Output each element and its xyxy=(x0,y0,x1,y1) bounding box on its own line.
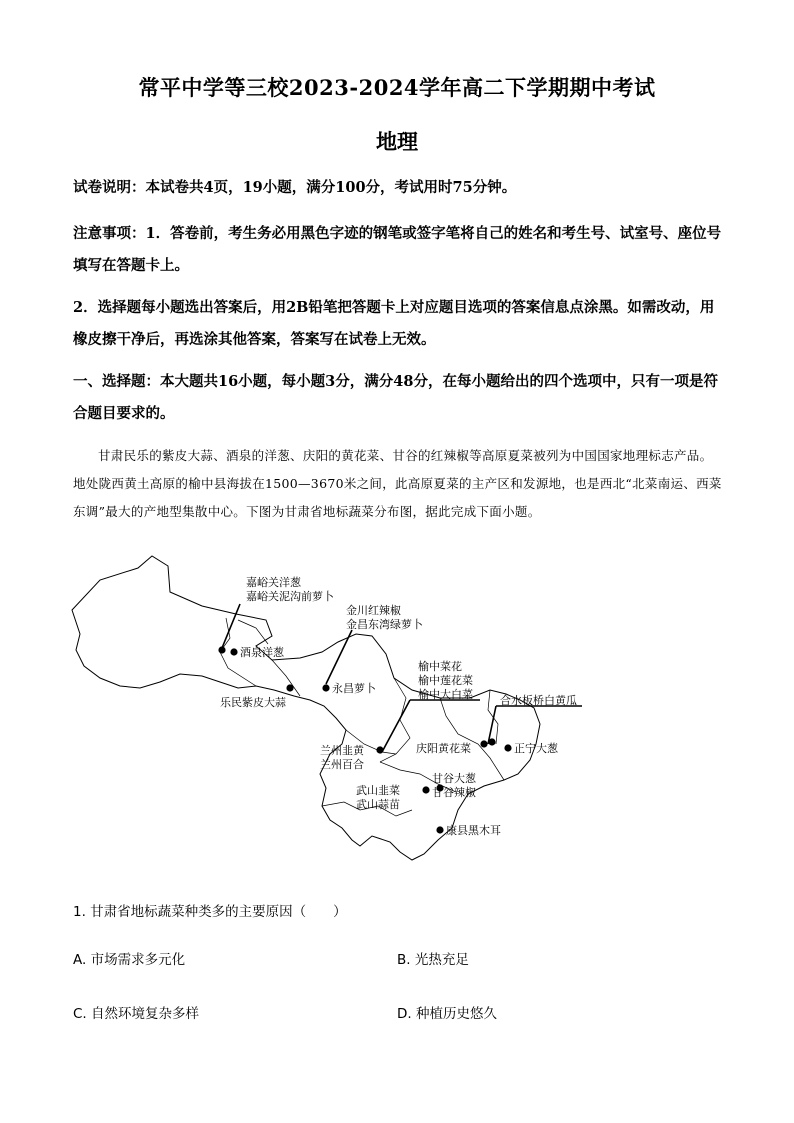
point-yongchang xyxy=(322,684,329,691)
note-1: 注意事项：1．答卷前，考生务必用黑色字迹的钢笔或签字笔将自己的姓名和考生号、试室号、座位号填写在答题卡上。 xyxy=(73,225,722,274)
label-jinchang-radish: 金昌东湾绿萝卜 xyxy=(346,618,423,631)
label-jinchuan-pepper: 金川红辣椒 xyxy=(346,604,401,617)
label-jiayuguan-onion: 嘉峪关洋葱 xyxy=(246,576,301,589)
point-kangxian xyxy=(436,826,443,833)
exam-description: 试卷说明：本试卷共4页，19小题，满分100分，考试用时75分钟。 xyxy=(73,179,517,196)
note-2: 2．选择题每小题选出答案后，用2B铅笔把答题卡上对应题目选项的答案信息点涂黑。如需改动，用橡皮擦干净后，再选涂其他答案，答案写在试卷上无效。 xyxy=(73,299,715,348)
label-minle-garlic: 乐民紫皮大蒜 xyxy=(220,696,286,709)
label-yuzhong-cabbage: 榆中莲花菜 xyxy=(418,674,473,687)
question-1-stem: 1. 甘肃省地标蔬菜种类多的主要原因（ ） xyxy=(73,904,347,920)
point-jiayuguan xyxy=(218,646,225,653)
label-yuzhong-chinese-cabbage: 榆中大白菜 xyxy=(418,688,473,701)
label-jiayuguan-radish: 嘉峪关泥沟前萝卜 xyxy=(246,590,334,603)
label-lanzhou-lily: 兰州百合 xyxy=(320,758,364,771)
point-wushan xyxy=(422,786,429,793)
point-lanzhou xyxy=(376,746,383,753)
option-d[interactable]: D. 种植历史悠久 xyxy=(397,1006,497,1022)
label-qingyang-daylily: 庆阳黄花菜 xyxy=(416,742,471,755)
section-heading: 一、选择题：本大题共16小题，每小题3分，满分48分，在每小题给出的四个选项中，只有一项是符合题目要求的。 xyxy=(73,373,718,422)
point-zhengning xyxy=(504,744,511,751)
label-kangxian-fungus: 康县黑木耳 xyxy=(446,824,501,837)
label-wushan-garlic-sprout: 武山蒜苗 xyxy=(356,798,400,811)
label-zhengning-scallion: 正宁大葱 xyxy=(514,742,558,755)
label-yuzhong-cauliflower: 榆中菜花 xyxy=(418,660,462,673)
option-c[interactable]: C. 自然环境复杂多样 xyxy=(73,1006,200,1022)
reading-passage: 甘肃民乐的紫皮大蒜、酒泉的洋葱、庆阳的黄花菜、甘谷的红辣椒等高原夏菜被列为中国国家地理标志产品。地处陇西黄土高原的榆中县海拔在1500—3670米之间，此高原夏菜的主产区和发源地，也是西北“北菜南运、西菜东调”最大的产地型集散中心。下图为甘肃省地标蔬菜分布图，据此完成下面小题。 xyxy=(73,448,722,519)
point-heshui xyxy=(488,738,495,745)
label-lanzhou-leek: 兰州韭黄 xyxy=(320,744,364,757)
point-minle xyxy=(286,684,293,691)
label-yongchang-radish: 永昌萝卜 xyxy=(332,682,376,695)
label-gangu-scallion: 甘谷大葱 xyxy=(432,772,476,785)
gansu-vegetable-map xyxy=(60,548,660,868)
label-jiuquan-onion: 酒泉洋葱 xyxy=(240,646,284,659)
label-wushan-leek: 武山韭菜 xyxy=(356,784,400,797)
subject-title: 地理 xyxy=(376,129,418,154)
point-qingyang xyxy=(480,740,487,747)
exam-title: 常平中学等三校2023-2024学年高二下学期期中考试 xyxy=(138,75,656,100)
label-heshui-cucumber: 合水板桥白黄瓜 xyxy=(500,694,577,707)
option-b[interactable]: B. 光热充足 xyxy=(397,952,469,968)
label-gangu-pepper: 甘谷辣椒 xyxy=(432,786,476,799)
option-a[interactable]: A. 市场需求多元化 xyxy=(73,952,186,968)
point-jiuquan xyxy=(230,648,237,655)
